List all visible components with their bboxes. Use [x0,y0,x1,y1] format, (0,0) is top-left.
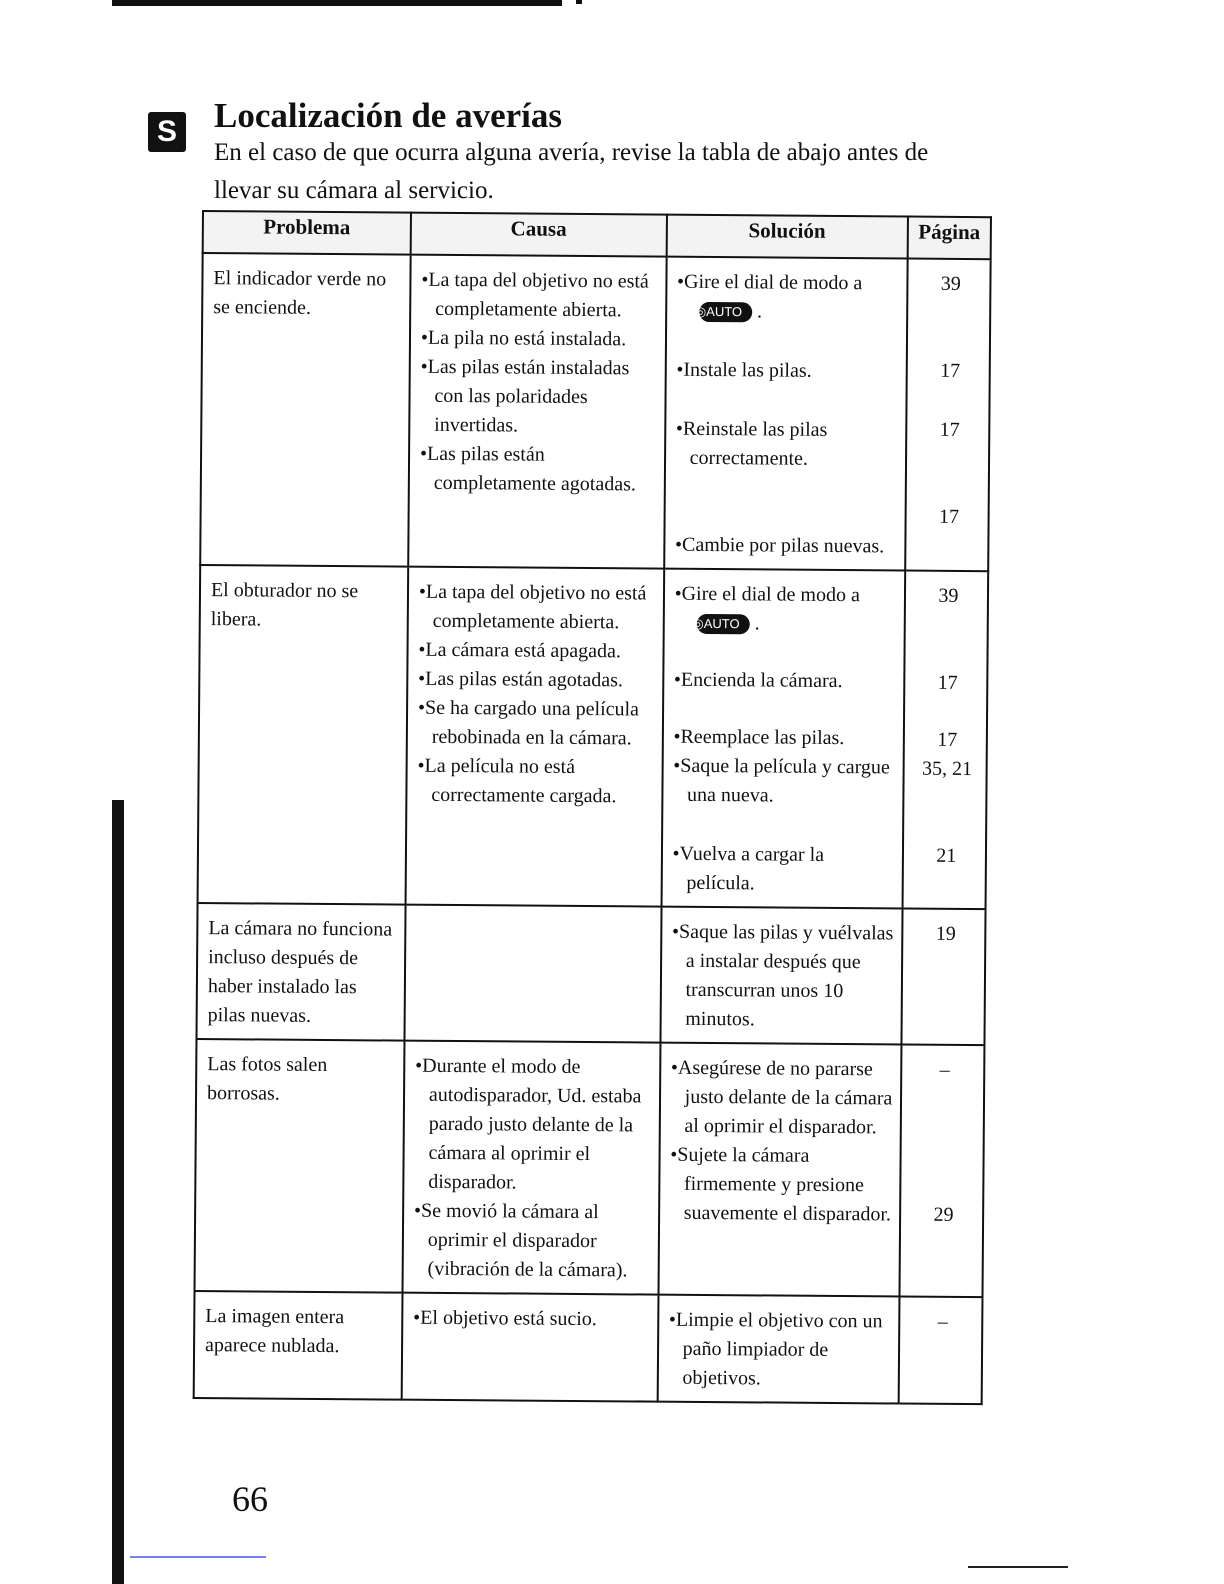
causa-item: •La tapa del objetivo no está completamente abierta. [421,268,649,322]
intro-text: En el caso de que ocurra alguna avería, revise la tabla de abajo antes de llevar su cámara al servicio. [214,139,929,204]
solucion-item [675,531,898,562]
solucion-text: •Limpie el objetivo con un paño limpiador de objetivos. [668,1308,883,1390]
table-body [194,253,991,1404]
pagina-item: 29 [933,1203,954,1226]
solucion-item [670,1141,894,1230]
page-number: 66 [232,1479,268,1519]
causa-cell [404,905,661,1043]
solucion-text: •Encienda la cámara. [673,668,843,693]
solucion-item [673,752,897,812]
top-border-bar [112,0,562,6]
causa-cell [408,255,666,569]
pagina-item: 17 [937,671,958,694]
solucion-text: •Sujete la cámara firmemente y presione suavemente el disparador. [670,1143,892,1226]
camera-auto-mode-icon: ◎AUTO [699,302,752,322]
camera-auto-mode-icon: ◎AUTO [696,614,749,634]
solucion-text: •Gire el dial de modo a [674,582,861,607]
solucion-item [672,840,896,900]
causa-item: •Se movió la cámara al oprimir el disparador (vibración de la cámara). [413,1199,628,1282]
solucion-item: •Gire el dial de modo a◎AUTO . [677,270,863,323]
causa-item: •La película no está correctamente cargada. [417,754,617,808]
pagina-item: 39 [938,584,959,607]
solucion-list [668,1306,892,1395]
header-causa: Causa [411,213,667,257]
pagina-list [914,582,981,872]
table-row [196,903,985,1045]
causa-item: •Se ha cargado una película rebobinada en la cámara. [417,696,640,750]
pagina-list [910,1308,975,1338]
table-row [200,253,990,571]
causa-list [413,1304,651,1335]
solucion-text: •Cambie por pilas nuevas. [674,533,885,558]
header-problema: Problema [203,211,411,255]
table-row [194,1291,983,1404]
causa-item: •El objetivo está sucio. [413,1306,597,1331]
bottom-left-rule [130,1556,266,1558]
pagina-item: 35, 21 [921,757,973,781]
left-binding-edge [112,800,124,1584]
bottom-right-rule [968,1566,1068,1568]
causa-cell [402,1041,660,1295]
pagina-item: 19 [935,922,956,945]
section-badge: S [148,112,186,152]
solucion-item: •Gire el dial de modo a◎AUTO . [674,582,861,635]
pagina-item: 17 [938,505,960,528]
solucion-list [675,268,900,562]
header-pagina: Página [907,217,991,260]
causa-cell [402,1293,659,1402]
solucion-list [672,580,898,900]
causa-item: •Las pilas están agotadas. [418,667,624,692]
pagina-item: 39 [940,272,961,295]
solucion-cell [664,257,908,571]
top-border-mark [576,0,582,4]
solucion-cell [661,569,905,909]
pagina-item: 17 [940,359,961,382]
solucion-list [670,1054,895,1230]
page-title: Localización de averías [214,96,563,135]
pagina-list [916,270,983,533]
solucion-text: •Asegúrese de no pararse justo delante de la cámara al oprimir el disparador. [670,1056,893,1139]
pagina-item: 17 [939,418,960,441]
pagina-item: – [937,1310,948,1333]
solucion-text: •Saque las pilas y vuélvalas a instalar después que transcurran unos 10 minutos. [671,920,894,1031]
solucion-text: •Reemplace las pilas. [673,725,845,750]
problema-cell: El indicador verde no se enciende. [200,253,410,567]
causa-item: •La cámara está apagada. [418,638,621,663]
causa-item: •La tapa del objetivo no está completamente abierta. [418,580,647,634]
table-header-row [203,211,991,259]
problema-cell: La imagen entera aparece nublada. [194,1291,403,1400]
solucion-cell [657,1295,899,1404]
causa-list [413,1052,653,1286]
causa-item: •Las pilas están completamente agotadas. [419,442,636,496]
troubleshooting-table-wrapper [193,210,992,1405]
solucion-text: •Vuelva a cargar la película. [672,842,825,895]
table-row [198,565,989,909]
pagina-cell [898,1297,982,1405]
solucion-item [670,1054,894,1143]
solucion-item [674,666,897,697]
solucion-text: •Saque la película y cargue una nueva. [673,754,890,807]
pagina-cell [902,571,988,910]
solucion-text: •Instale las pilas. [676,358,812,382]
solucion-item [676,356,899,387]
pagina-cell [899,1045,984,1298]
pagina-cell [901,909,985,1046]
causa-list [417,578,657,812]
solucion-item [668,1306,892,1395]
problema-cell: Las fotos salen borrosas. [195,1039,405,1293]
solucion-cell [660,907,902,1045]
causa-list [420,266,660,500]
solucion-item [671,918,895,1036]
causa-item: •Las pilas están instaladas con las polaridades invertidas. [420,355,630,437]
pagina-item: 21 [936,844,957,867]
troubleshooting-table [193,210,992,1405]
causa-list [416,916,654,918]
solucion-text: •Reinstale las pilas correctamente. [675,417,828,470]
solucion-item [673,723,896,754]
pagina-item: 17 [937,728,958,751]
header-solucion: Solución [666,215,907,259]
problema-cell: La cámara no funciona incluso después de haber instalado las pilas nuevas. [196,903,405,1041]
solucion-list [671,918,895,1036]
pagina-list [911,1056,978,1231]
problema-cell: El obturador no se libera. [198,565,409,905]
table-row [195,1039,985,1297]
pagina-cell [905,259,991,572]
causa-item: •La pila no está instalada. [420,326,627,351]
pagina-item: – [939,1058,950,1081]
causa-item: •Durante el modo de autodisparador, Ud. estaba parado justo delante de la cámara al oprimir el disparador. [415,1054,642,1194]
solucion-cell [658,1043,901,1297]
solucion-text: •Gire el dial de modo a [677,270,863,295]
pagina-list [913,920,978,950]
causa-cell [405,567,663,907]
solucion-item [676,415,900,475]
